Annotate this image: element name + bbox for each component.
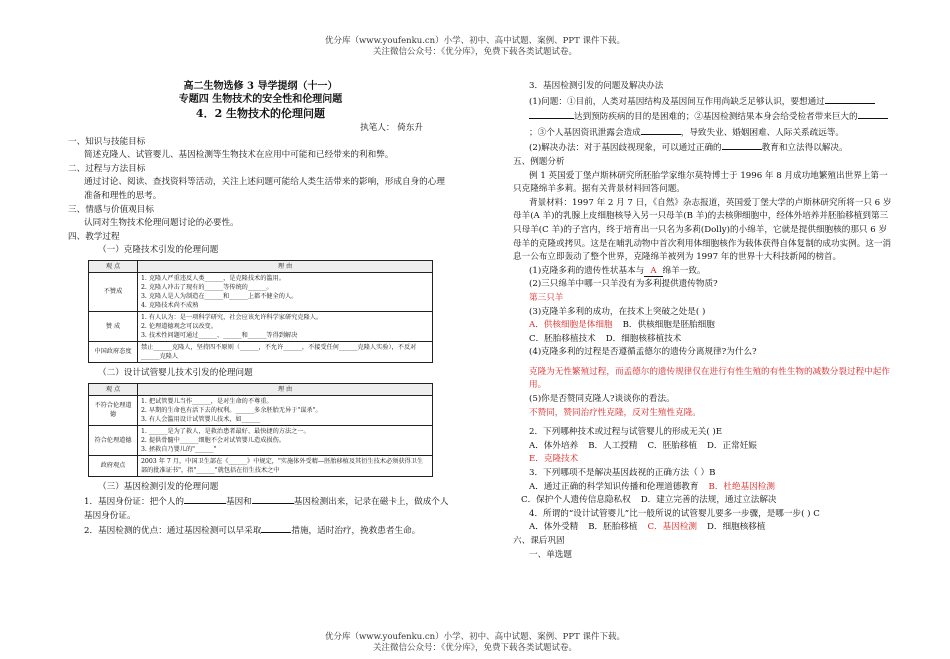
example-intro: 例 1 英国爱丁堡卢斯林研究所胚胎学家维尔莫特博士于 1996 年 8 月成功地繁殖出世界上第一只克隆绵羊多莉。据有关背景材料回答问题。	[513, 170, 888, 195]
exercise-2-options	[513, 440, 893, 454]
answer-5: 不赞同，赞同治疗性克隆，反对生殖性克隆。	[529, 407, 701, 418]
table-line: 3. 拯救自乃婴儿的"______"	[141, 445, 217, 453]
text: 绵羊一致。	[662, 265, 706, 276]
question-1	[513, 265, 893, 279]
ivf-ethics-table	[88, 383, 433, 477]
option: A．通过正确的科学知识传播和伦理道德教育	[529, 481, 699, 492]
text: 基因检测出来，记录在磁卡上，做成个人基因身份证。	[84, 497, 449, 521]
table-key: 赞 成	[89, 311, 138, 341]
exercise-3-options-ab	[513, 481, 893, 495]
option: B．胚胎移植	[588, 522, 638, 533]
table-line: 4. 克隆技术尚不成熟	[141, 301, 199, 309]
table-line: 2. 提供骨髓中______细胞不会对试管婴儿造成损伤。	[141, 436, 285, 444]
exercise-4-options	[513, 521, 893, 535]
section-title: 4．2 生物技术的伦理问题	[195, 107, 326, 120]
exercise-3-options-cd	[513, 494, 893, 508]
question-4: (4)克隆多利的过程是否遵循孟德尔的遗传分离规律?为什么?	[529, 347, 757, 358]
subsection-gene-test: （三）基因检测引发的伦理问题	[98, 481, 219, 492]
page-footer	[0, 632, 950, 654]
table-key: 符合伦理道德	[89, 425, 138, 455]
table-line: 3. 技术性问题可通过______、______和______等得到解决	[141, 331, 298, 339]
blank	[722, 140, 762, 150]
option: C．保护个人遗传信息隐私权	[521, 495, 631, 506]
text: (1)问题：①目前，人类对基因结构及基因间互作用尚缺乏足够认识，要想通过	[529, 96, 825, 107]
blank	[641, 125, 681, 135]
heading-1: 一、知识与技能目标	[68, 136, 146, 147]
page-header	[0, 36, 950, 58]
option: C．胚胎移植技术	[529, 333, 596, 344]
option: C．基因检测	[647, 522, 698, 533]
text: ，导致失业、婚姻困难、人际关系疏远等。	[680, 127, 845, 138]
doc-title: 高二生物选修 3 导学提纲（十一）	[183, 81, 338, 92]
text: ；③个人基因资讯泄露会造成	[529, 127, 641, 138]
text: 措施，适时治疗，挽救患者生命。	[291, 526, 421, 537]
option: B．杜绝基因检测	[708, 481, 775, 492]
blank	[529, 109, 574, 119]
gene-id-paragraph	[68, 494, 453, 523]
table-key: 不赞成	[89, 272, 138, 311]
table-line: 2003 年 7 月，中国卫生部在《______》中规定，"实施体外受精—胚胎移植及其衍生技术必须获得卫生部的批准证书"，指"______"就包括在衍生技术之中	[141, 457, 424, 474]
option: C．胚胎移植	[647, 440, 698, 451]
table-line: 3. 有人会滥用设计试管婴儿技术，如______	[141, 415, 261, 423]
footer-line-2: 关注微信公众号：《优分库》，免费下载各类试题试卷。	[372, 643, 577, 653]
header-line-2: 关注微信公众号：《优分库》，免费下载各类试题试卷。	[372, 47, 577, 57]
text: (1)克隆多莉的遗传性状基本与	[529, 265, 645, 276]
question-3-options-ab	[513, 319, 893, 333]
footer-line-1: 优分库（www.youfenku.cn）小学、初中、高中试题、案例、PPT 课件下载。	[325, 632, 625, 642]
clone-ethics-table	[88, 260, 433, 363]
exercise-2: 2．下列哪种技术或过程与试管婴儿的形成无关( )E	[529, 427, 723, 438]
table-key: 中国政府态度	[89, 341, 138, 362]
option: B．供核细胞是胚胎细胞	[622, 320, 715, 331]
question-3-options-cd	[513, 333, 893, 347]
option: D．细胞核移植技术	[605, 333, 682, 344]
blank	[184, 494, 226, 504]
subsection-clone: （一）克隆技术引发的伦理问题	[98, 245, 219, 256]
right-column	[513, 80, 893, 562]
blank	[261, 523, 291, 533]
heading-3-text: 认同对生物技术伦理问题讨论的必要性。	[84, 218, 239, 229]
exercise-4: 4．所谓的“设计试管婴儿”比一般所说的试管婴儿要多一步骤，是哪一步( ) C	[529, 508, 820, 519]
table-header: 理 由	[138, 383, 433, 395]
table-header: 观 点	[89, 260, 138, 272]
table-key: 政府观点	[89, 455, 138, 476]
table-line: 1. 克隆人严重违反人类______，是克隆技术的滥用。	[141, 274, 285, 282]
problem-paragraph	[513, 94, 893, 141]
heading-6-sub: 一、单选题	[529, 549, 572, 560]
answer-2: 第三只羊	[529, 292, 564, 303]
left-column	[68, 80, 453, 539]
heading-5: 五、例题分析	[513, 156, 565, 167]
subsection-ivf: （二）设计试管婴儿技术引发的伦理问题	[98, 367, 253, 378]
exercise-2-answer: E．克隆技术	[529, 454, 579, 465]
answer-4: 克隆为无性繁殖过程，而孟德尔的遗传规律仅在进行有性生殖的有性生物的减数分裂过程中起作用。	[529, 366, 890, 391]
author-line: 执笔人： 倚东升	[360, 123, 423, 133]
table-line: 1. ______是为了救人，是救治患者最好、最快捷的方法之一。	[141, 427, 310, 435]
header-line-1: 优分库（www.youfenku.cn）小学、初中、高中试题、案例、PPT 课件下载。	[325, 36, 625, 46]
text: (2)解决办法：对于基因歧视现象，可以通过正确的	[529, 143, 722, 154]
question-2: (2)三只绵羊中哪一只羊没有为多利提供遗传物质?	[529, 279, 718, 290]
doc-subtitle: 专题四 生物技术的安全性和伦理问题	[178, 94, 343, 105]
heading-6: 六、课后巩固	[513, 536, 565, 546]
option: A．体外培养	[529, 440, 579, 451]
option: A．供核细胞是体细胞	[529, 320, 613, 331]
table-line: 3. 克隆人是人为制造在______和______上都不健全的人。	[141, 292, 298, 300]
table-line: 2. 伦理道德观念可以改变。	[141, 322, 217, 330]
option: B．人工授精	[588, 440, 638, 451]
table-key: 不符合伦理道德	[89, 395, 138, 425]
problem-heading: 3．基因检测引发的问题及解决办法	[529, 81, 664, 91]
heading-2: 二、过程与方法目标	[68, 163, 146, 174]
option: A．体外受精	[529, 522, 579, 533]
text: 1．基因身份证：把个人的	[84, 497, 184, 508]
question-3: (3)克隆羊多利的成功，在技术上突破之处是( )	[529, 306, 706, 317]
question-5: (5)你是否赞同克隆人?谈谈你的看法。	[529, 394, 675, 405]
table-line: 2. 早期的生命也有活下去的权利。______多余胚胎无异于"谋杀"。	[141, 406, 322, 414]
text: 2．基因检测的优点：通过基因检测可以早采取	[84, 526, 262, 537]
heading-4: 四、教学过程	[68, 231, 120, 242]
text: 教育和立法得以解决。	[761, 143, 848, 154]
table-line: 2. 克隆人冲击了现有的______等传统的______。	[141, 283, 273, 291]
table-line: 禁止______克隆人，坚持四不原则（______，不允许______，不接受任何______克隆人实验），不反对______克隆人	[141, 343, 417, 360]
gene-test-benefit	[68, 523, 453, 539]
heading-2-text: 通过讨论、阅读、查找资料等活动，关注上述问题可能给人类生活带来的影响，形成自身的心理准备和理性的思考。	[84, 177, 445, 201]
blank	[858, 109, 888, 119]
solution-paragraph	[513, 140, 893, 156]
option: D．正常妊娠	[707, 440, 757, 451]
blank	[252, 494, 294, 504]
heading-1-text: 简述克隆人、试管婴儿、基因检测等生物技术在应用中可能和已经带来的利和弊。	[84, 150, 394, 161]
table-header: 观 点	[89, 383, 138, 395]
background-material: 背景材料：1997 年 2 月 7 日，《自然》杂志报道，英国爱丁堡大学的卢斯林研究所将一只 6 岁母羊(A 羊)的乳腺上皮细胞核导入另一只母羊(B 羊)的去核卵细胞中，经体外培养并胚胎移植到第三只母羊(C 羊)的子宫内，终于培育出一只名为多莉(Dolly)的小绵羊，它就是提供细胞核的那只 6 岁母羊的克隆或拷贝。这是在哺乳动物中首次利用体细胞核作为载体获得自体复制的成功实例。这一消息一公布立即轰动了整个世界，克隆绵羊被列为 1997 年的世界十大科技新闻的榜首。	[513, 197, 892, 263]
text: 基因和	[226, 497, 252, 508]
table-line: 1. 有人认为：是一项科学研究，社会应该允许科学家研究克隆人。	[141, 313, 323, 321]
heading-3: 三、情感与价值观目标	[68, 204, 154, 215]
blank	[825, 94, 875, 104]
table-header: 理 由	[138, 260, 433, 272]
exercise-3: 3．下列哪项不是解决基因歧视的正确方法（ ）B	[529, 468, 716, 479]
option: D．细胞核移植	[707, 522, 766, 533]
answer: A	[644, 266, 662, 277]
table-line: 1. 把试管婴儿当作______，是对生命的不尊重。	[141, 397, 273, 405]
text: 达到预防疾病的目的是困难的；②基因检测结果本身会给受检者带来巨大的	[574, 112, 858, 123]
option: D．建立完善的法规，通过立法解决	[640, 495, 777, 506]
